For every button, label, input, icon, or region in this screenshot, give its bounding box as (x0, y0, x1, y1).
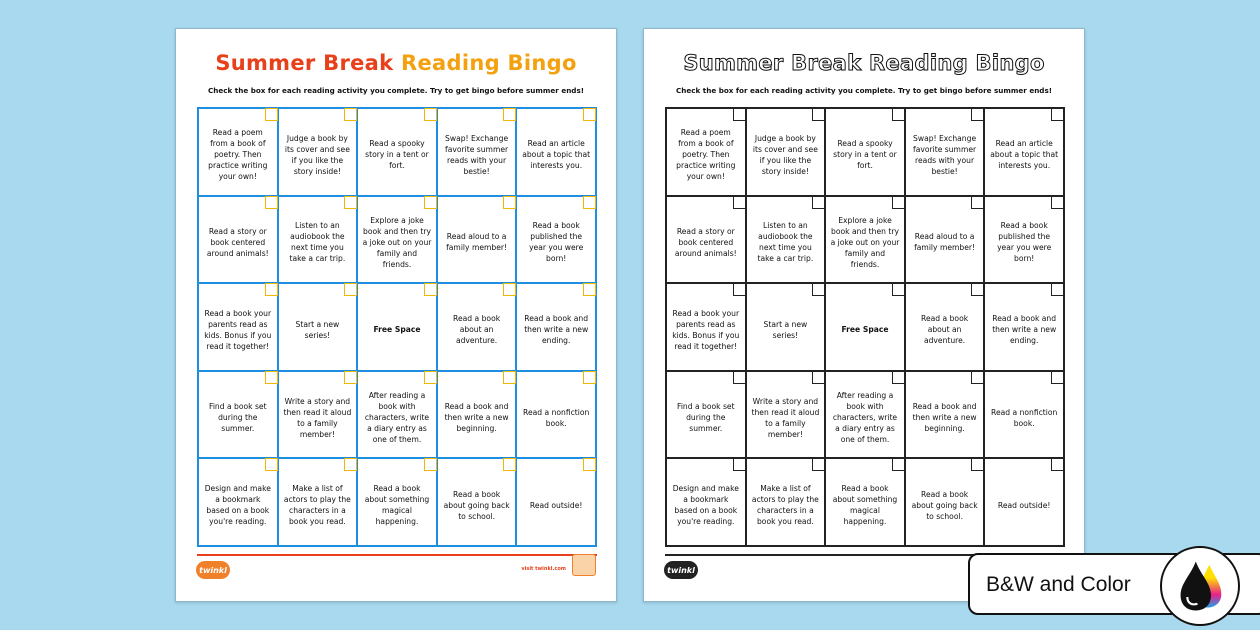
cell-text: Read aloud to a family member! (446, 232, 508, 253)
bingo-grid (665, 107, 1065, 547)
cell-text: Read a book your parents read as kids. Bonus if you read it together! (672, 308, 740, 351)
bingo-cell (984, 108, 1064, 196)
checkbox[interactable] (971, 458, 984, 471)
bingo-cell (198, 108, 278, 196)
cell-text: Read a book published the year you were born! (529, 221, 584, 264)
checkbox[interactable] (812, 283, 825, 296)
checkbox[interactable] (733, 371, 746, 384)
bingo-cell (825, 371, 905, 459)
checkbox[interactable] (503, 371, 516, 384)
bingo-cell (278, 371, 358, 459)
bingo-cell (278, 458, 358, 546)
bingo-cell (666, 458, 746, 546)
checkbox[interactable] (344, 371, 357, 384)
checkbox[interactable] (265, 371, 278, 384)
cell-text: Find a book set during the summer. (677, 402, 735, 434)
checkbox[interactable] (424, 283, 437, 296)
title-part-1: Summer Break (215, 51, 394, 75)
twinkl-logo: twinkl (664, 561, 698, 579)
badge-label: B&W and Color (986, 573, 1131, 596)
checkbox[interactable] (344, 196, 357, 209)
worksheet-bw (643, 28, 1085, 602)
cell-text: Read a book and then write a new ending. (524, 314, 589, 346)
bingo-cell (746, 108, 826, 196)
cell-text: Swap! Exchange favorite summer reads with your bestie! (913, 133, 977, 176)
bingo-cell (357, 458, 437, 546)
checkbox[interactable] (265, 283, 278, 296)
checkbox[interactable] (812, 196, 825, 209)
checkbox[interactable] (971, 371, 984, 384)
checkbox[interactable] (892, 371, 905, 384)
checkbox[interactable] (1051, 196, 1064, 209)
title-part-2: Reading Bingo (869, 51, 1045, 75)
checkbox[interactable] (503, 108, 516, 121)
instructions: Check the box for each reading activity you complete. Try to get bingo before summer ends! (207, 86, 585, 95)
title-part-1: Summer Break (683, 51, 862, 75)
cell-text: Read a poem from a book of poetry. Then practice writing your own! (208, 128, 268, 182)
checkbox[interactable] (892, 196, 905, 209)
bingo-cell (357, 283, 437, 371)
bingo-cell (516, 283, 596, 371)
checkbox[interactable] (733, 283, 746, 296)
checkbox[interactable] (1051, 458, 1064, 471)
cell-text: Judge a book by its cover and see if you like the story inside! (752, 133, 818, 176)
checkbox[interactable] (344, 108, 357, 121)
cell-text: Read outside! (529, 500, 583, 510)
cell-text: Listen to an audiobook the next time you take a car trip. (757, 221, 814, 264)
bingo-cell (437, 196, 517, 284)
bingo-cell (666, 283, 746, 371)
checkbox[interactable] (1051, 283, 1064, 296)
bingo-cell (984, 196, 1064, 284)
bingo-cell (437, 371, 517, 459)
checkbox[interactable] (583, 108, 596, 121)
checkbox[interactable] (265, 458, 278, 471)
bingo-cell (516, 196, 596, 284)
bingo-cell (278, 196, 358, 284)
bingo-cell (825, 196, 905, 284)
bingo-cell (198, 196, 278, 284)
cell-text: Read a book and then write a new beginning. (444, 402, 509, 434)
bingo-cell (516, 458, 596, 546)
cell-text: Free Space (373, 325, 421, 335)
cell-text: After reading a book with characters, write a diary entry as one of them. (364, 391, 430, 445)
cell-text: Write a story and then read it aloud to a family member! (283, 396, 352, 439)
cell-text: Read a story or book centered around animals! (674, 226, 737, 258)
bingo-cell (905, 196, 985, 284)
checkbox[interactable] (344, 458, 357, 471)
bingo-cell (516, 108, 596, 196)
bingo-cell (198, 371, 278, 459)
checkbox[interactable] (892, 108, 905, 121)
checkbox[interactable] (1051, 108, 1064, 121)
checkbox[interactable] (424, 108, 437, 121)
cell-text: Read a book about something magical happening. (364, 484, 430, 527)
cell-text: Read a book published the year you were born! (997, 221, 1052, 264)
worksheet-color (175, 28, 617, 602)
checkbox[interactable] (971, 196, 984, 209)
bingo-grid (197, 107, 597, 547)
cell-text: Read outside! (997, 500, 1051, 510)
cell-text: Write a story and then read it aloud to a family member! (751, 396, 820, 439)
bingo-cell (666, 196, 746, 284)
cell-text: Make a list of actors to play the characters in a book you read. (283, 484, 351, 527)
cell-text: Read a book and then write a new ending. (992, 314, 1057, 346)
checkbox[interactable] (812, 371, 825, 384)
bingo-cell (198, 458, 278, 546)
bingo-cell (984, 458, 1064, 546)
instructions: Check the box for each reading activity you complete. Try to get bingo before summer ends! (675, 86, 1053, 95)
visit-link: visit twinkl.com (521, 566, 566, 572)
checkbox[interactable] (733, 108, 746, 121)
cell-text: Read a book about going back to school. (443, 489, 510, 521)
quality-stamp-icon (572, 554, 596, 576)
cell-text: Start a new series! (763, 319, 808, 340)
bingo-cell (746, 196, 826, 284)
checkbox[interactable] (503, 196, 516, 209)
bingo-cell (984, 371, 1064, 459)
checkbox[interactable] (583, 371, 596, 384)
cell-text: Read a book about an adventure. (453, 314, 501, 346)
bingo-cell (905, 283, 985, 371)
checkbox[interactable] (424, 458, 437, 471)
bingo-cell (357, 108, 437, 196)
worksheet-title (644, 51, 1084, 75)
checkbox[interactable] (424, 371, 437, 384)
cell-text: Read a nonfiction book. (523, 407, 590, 428)
bingo-cell (825, 108, 905, 196)
cell-text: After reading a book with characters, write a diary entry as one of them. (832, 391, 898, 445)
bingo-cell (666, 371, 746, 459)
bingo-cell (984, 283, 1064, 371)
checkbox[interactable] (503, 283, 516, 296)
footer-divider (197, 554, 597, 556)
checkbox[interactable] (733, 458, 746, 471)
checkbox[interactable] (892, 283, 905, 296)
bingo-cell (437, 283, 517, 371)
bingo-cell (746, 458, 826, 546)
cell-text: Read a book and then write a new beginning. (912, 402, 977, 434)
checkbox[interactable] (503, 458, 516, 471)
cell-text: Read a book about going back to school. (911, 489, 978, 521)
checkbox[interactable] (583, 458, 596, 471)
worksheet-title (176, 51, 616, 75)
cell-text: Judge a book by its cover and see if you like the story inside! (284, 133, 350, 176)
checkbox[interactable] (892, 458, 905, 471)
checkbox[interactable] (971, 108, 984, 121)
cell-text: Design and make a bookmark based on a book you're reading. (672, 484, 739, 527)
bingo-cell (666, 108, 746, 196)
twinkl-logo: twinkl (196, 561, 230, 579)
bingo-cell (746, 283, 826, 371)
bingo-cell (905, 108, 985, 196)
bingo-cell (357, 371, 437, 459)
cell-text: Explore a joke book and then try a joke out on your family and friends. (830, 215, 900, 269)
checkbox[interactable] (265, 196, 278, 209)
bingo-cell (437, 108, 517, 196)
bingo-cell (905, 371, 985, 459)
cell-text: Read a spooky story in a tent or fort. (365, 139, 429, 171)
checkbox[interactable] (583, 196, 596, 209)
cell-text: Read a book your parents read as kids. Bonus if you read it together! (204, 308, 272, 351)
cell-text: Start a new series! (295, 319, 340, 340)
cell-text: Explore a joke book and then try a joke out on your family and friends. (362, 215, 432, 269)
title-part-2: Reading Bingo (401, 51, 577, 75)
cell-text: Read a spooky story in a tent or fort. (833, 139, 897, 171)
bingo-cell (278, 108, 358, 196)
bingo-cell (357, 196, 437, 284)
cell-text: Read a poem from a book of poetry. Then practice writing your own! (676, 128, 736, 182)
bingo-cell (825, 283, 905, 371)
cell-text: Listen to an audiobook the next time you take a car trip. (289, 221, 346, 264)
checkbox[interactable] (583, 283, 596, 296)
cell-text: Read a book about something magical happening. (832, 484, 898, 527)
cell-text: Design and make a bookmark based on a book you're reading. (204, 484, 271, 527)
ink-drops-icon (1160, 546, 1240, 626)
bingo-cell (825, 458, 905, 546)
cell-text: Read a story or book centered around animals! (206, 226, 269, 258)
cell-text: Find a book set during the summer. (209, 402, 267, 434)
cell-text: Read aloud to a family member! (914, 232, 976, 253)
checkbox[interactable] (812, 108, 825, 121)
cell-text: Read a book about an adventure. (921, 314, 969, 346)
checkbox[interactable] (344, 283, 357, 296)
cell-text: Read an article about a topic that interests you. (522, 139, 591, 171)
checkbox[interactable] (812, 458, 825, 471)
bingo-cell (746, 371, 826, 459)
bingo-cell (278, 283, 358, 371)
cell-text: Read a nonfiction book. (991, 407, 1058, 428)
bingo-cell (198, 283, 278, 371)
checkbox[interactable] (733, 196, 746, 209)
cell-text: Swap! Exchange favorite summer reads with your bestie! (445, 133, 509, 176)
checkbox[interactable] (1051, 371, 1064, 384)
bingo-cell (905, 458, 985, 546)
cell-text: Make a list of actors to play the characters in a book you read. (751, 484, 819, 527)
cell-text: Read an article about a topic that interests you. (990, 139, 1059, 171)
bingo-cell (437, 458, 517, 546)
cell-text: Free Space (841, 325, 889, 335)
bingo-cell (516, 371, 596, 459)
checkbox[interactable] (971, 283, 984, 296)
checkbox[interactable] (265, 108, 278, 121)
checkbox[interactable] (424, 196, 437, 209)
